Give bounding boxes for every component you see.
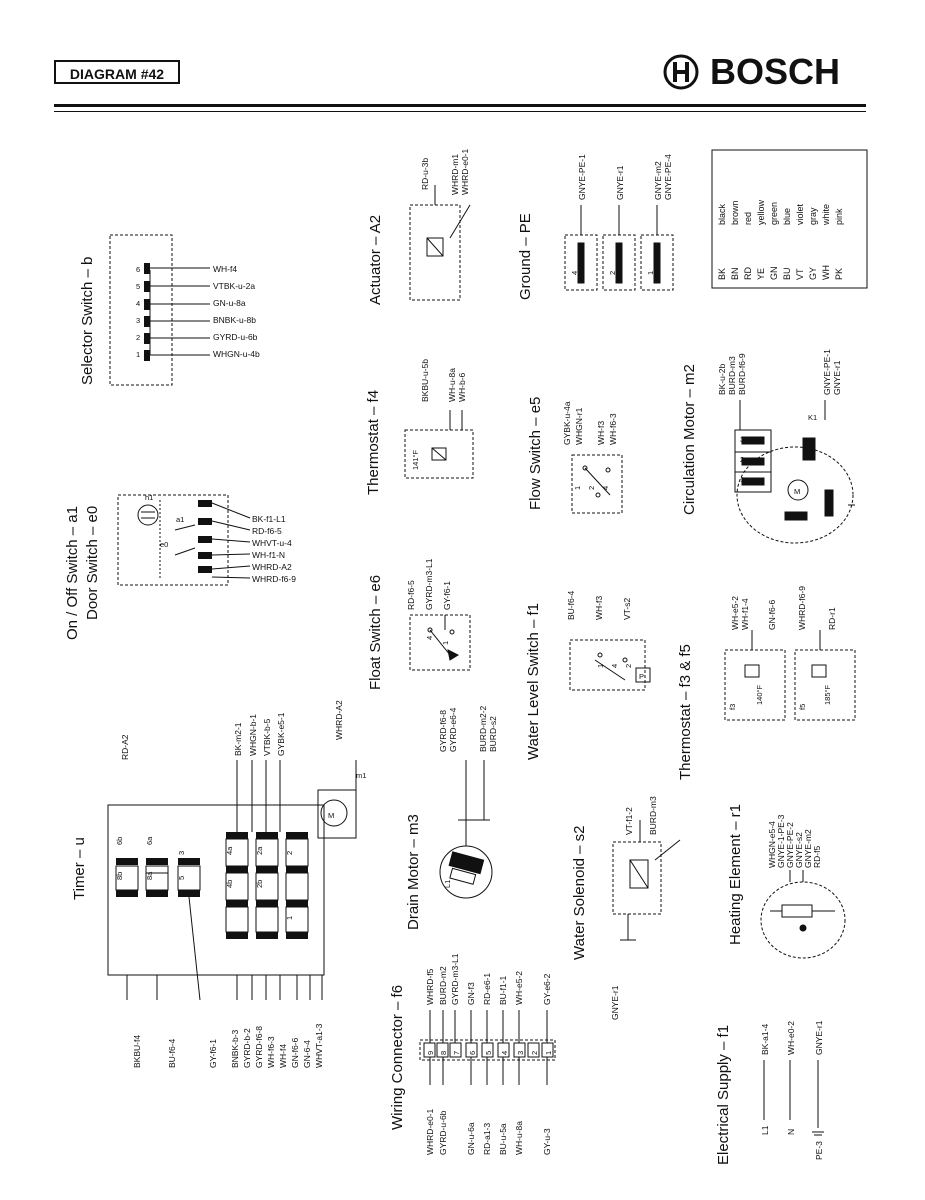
onoff-wire-label: BK-f1-L1	[252, 514, 286, 524]
timer-wire-label: RD-A2	[120, 734, 130, 760]
connector-left-wire: WHRD-e0-1	[425, 1108, 435, 1155]
timer-cam-label: 2b	[255, 879, 264, 888]
level-wire: WH-f3	[594, 595, 604, 620]
electrical-supply-title: Electrical Supply – f1	[715, 1024, 732, 1165]
h1-label: h1	[145, 493, 154, 502]
connector-left-wire: RD-a1-3	[482, 1122, 492, 1155]
circ-motor-pin: 1	[740, 475, 745, 484]
timer-motor-symbol: M	[328, 811, 335, 820]
onoff-wire-label: WH-f1-N	[252, 550, 286, 560]
circ-motor-wire: BK-u-2b	[717, 363, 727, 395]
connector-pin-number: 3	[516, 1050, 525, 1055]
float-wire: GY-f6-1	[442, 581, 452, 610]
solenoid-wire: GNYE-r1	[610, 985, 620, 1020]
legend-name: red	[743, 211, 753, 225]
float-switch-title: Float Switch – e6	[367, 574, 384, 690]
connector-right-wire: GYRD-m3-L1	[450, 953, 460, 1005]
ground-wire: GNYE-PE-4	[663, 154, 673, 200]
heating-wire: GNYE-1-PE-3	[776, 814, 786, 868]
circulation-motor-title: Circulation Motor – m2	[681, 364, 698, 515]
legend-code: BK	[717, 267, 727, 280]
ground-pe	[565, 205, 673, 290]
level-contact: 1	[596, 663, 605, 668]
timer-left-wire-label: GYRD-b-2	[242, 1028, 252, 1068]
brand-name: BOSCH	[710, 51, 841, 92]
timer-wire-label: GYBK-e5-1	[276, 712, 286, 756]
legend-name: black	[717, 203, 727, 225]
legend-name: violet	[795, 203, 805, 225]
thermostat-wire: WH-e5-2	[730, 595, 740, 630]
selector-contact-number: 6	[136, 265, 141, 274]
ground-wire: GNYE-m2	[653, 161, 663, 200]
timer-left-wire-label: BNBK-b-3	[230, 1029, 240, 1068]
heating-wire: GNYE-s2	[794, 832, 804, 868]
onoff-wire-label: WHRD-f6-9	[252, 574, 296, 584]
drain-motor-wire: GYRD-e6-4	[448, 707, 458, 752]
heating-wire: RD-f5	[812, 845, 822, 868]
float-contact: 1	[441, 640, 450, 645]
selector-wire-label: WH-f4	[213, 264, 238, 274]
legend-code: BN	[730, 267, 740, 280]
drain-motor-title: Drain Motor – m3	[405, 814, 422, 930]
diagram-number-badge: DIAGRAM #42	[54, 60, 180, 84]
timer-wire-label: WHGN-b-1	[248, 713, 258, 756]
selector-contact-number: 4	[136, 299, 141, 308]
level-pressure-symbol: P	[639, 672, 645, 681]
timer-left-wire-label: BU-f6-4	[167, 1038, 177, 1068]
actuator-wire: WHRD-e0-1	[460, 148, 470, 195]
supply-wire-label: WH-e0-2	[786, 1020, 796, 1055]
drain-motor-wire: GYRD-f6-8	[438, 709, 448, 752]
float-switch	[410, 615, 470, 670]
thermostat-wire: WHRD-f6-9	[797, 586, 807, 630]
drain-motor-wire: BURD-m2-2	[478, 705, 488, 752]
electrical-supply	[764, 1060, 824, 1135]
circ-motor-wire: BURD-m3	[727, 356, 737, 395]
selector-contact-number: 1	[136, 350, 141, 359]
drain-motor	[440, 760, 492, 898]
door-switch-title: Door Switch – e0	[84, 505, 101, 620]
selector-wire-label: VTBK-u-2a	[213, 281, 256, 291]
heating-wire: WHGN-e5-4	[767, 821, 777, 868]
water-solenoid-title: Water Solenoid – s2	[571, 825, 588, 960]
timer-left-wire-label: GYRD-f6-8	[254, 1025, 264, 1068]
timer-cam-label: 6a	[145, 836, 154, 845]
thermostat-wire: WH-f1-4	[740, 598, 750, 630]
k1-label: K1	[808, 413, 818, 422]
timer-cam-label: 6b	[115, 836, 124, 845]
timer-left-wire-label: BKBU-f4	[132, 1034, 142, 1068]
circ-motor-pin: 3	[740, 435, 745, 444]
level-contact: 2	[624, 663, 633, 668]
timer-cam-label: 8b	[115, 871, 124, 880]
timer-cam-label: 1	[285, 915, 294, 920]
thermostat-wire: RD-r1	[827, 607, 837, 630]
selector-contact-number: 2	[136, 333, 141, 342]
heating-wire: GNYE-PE-2	[785, 822, 795, 868]
circ-motor-wire: GNYE-PE-1	[822, 349, 832, 395]
timer-left-wire-label: WHVT-a1-3	[314, 1023, 324, 1068]
thermostat-f4-wire: WH-u-8a	[447, 367, 457, 402]
timer-cam-label: 4b	[225, 879, 234, 888]
timer-left-wire-label: GN-f6-6	[290, 1037, 300, 1068]
selector-wire-label: WHGN-u-4b	[213, 349, 260, 359]
ground-title: Ground – PE	[517, 213, 534, 300]
timer-cam-label: 3	[177, 850, 186, 855]
circ-motor-wire: GNYE-r1	[832, 360, 842, 395]
connector-right-wire: WHRD-f5	[425, 968, 435, 1005]
thermostat-f3-label: f3	[728, 703, 737, 710]
actuator	[410, 185, 470, 300]
legend-code: BU	[782, 267, 792, 280]
ground-pin: 2	[608, 270, 617, 275]
legend-code: PK	[834, 267, 844, 280]
flow-wire: WHGN-r1	[574, 407, 584, 445]
connector-pin-number: 7	[452, 1050, 461, 1055]
water-level-switch-title: Water Level Switch – f1	[525, 602, 542, 760]
drain-motor-wire: BURD-s2	[488, 716, 498, 752]
flow-contact: 1	[573, 485, 582, 490]
thermostat-f4-wire: WH-b-6	[457, 372, 467, 402]
circ-motor-symbol: M	[794, 487, 801, 496]
onoff-wire-label: WHRD-A2	[252, 562, 292, 572]
connector-pin-number: 2	[530, 1050, 539, 1055]
connector-right-wire: BURD-m2	[438, 966, 448, 1005]
circulation-motor	[735, 400, 855, 543]
timer-cam-label: 2a	[255, 846, 264, 855]
heating-element	[761, 870, 845, 958]
ground-pin: 4	[570, 270, 579, 275]
timer-cam-label: 8a	[145, 871, 154, 880]
supply-terminal-label: PE-3	[814, 1141, 824, 1160]
thermostat-wire: GN-f6-6	[767, 599, 777, 630]
supply-terminal-label: N	[786, 1128, 796, 1135]
drain-motor-l1: L1	[443, 879, 452, 888]
thermostat-f3-f5	[725, 630, 855, 720]
connector-left-wire: WH-u-8a	[514, 1120, 524, 1155]
selector-wire-label: GYRD-u-6b	[213, 332, 258, 342]
connector-right-wire: GN-f3	[466, 982, 476, 1005]
thermostat-f3-f5-title: Thermostat – f3 & f5	[677, 644, 694, 780]
connector-pin-number: 5	[484, 1050, 493, 1055]
thermostat-f4-temp: 141°F	[411, 449, 420, 470]
thermostat-temp-label: 185°F	[823, 684, 832, 705]
selector-contact-number: 5	[136, 282, 141, 291]
e0-label: e0	[160, 540, 169, 549]
timer-cam-label: 2	[285, 850, 294, 855]
connector-pin-number: 4	[500, 1050, 509, 1055]
ground-wire: GNYE-r1	[615, 165, 625, 200]
legend-name: yellow	[756, 199, 766, 225]
timer-left-wire-label: GY-f6-1	[208, 1039, 218, 1068]
onoff-door-switch	[118, 495, 250, 585]
timer-left-wire-label: GN-6-4	[302, 1040, 312, 1068]
connector-right-wire: BU-f1-1	[498, 975, 508, 1005]
heating-element-title: Heating Element – r1	[727, 804, 744, 945]
timer-wire-label: WHRD-A2	[334, 700, 344, 740]
flow-contact: 4	[601, 485, 610, 490]
connector-pin-number: 8	[439, 1050, 448, 1055]
float-contact: 4	[425, 635, 434, 640]
thermostat-f4-title: Thermostat – f4	[365, 389, 382, 495]
level-wire: VT-s2	[622, 597, 632, 620]
selector-contact-number: 3	[136, 316, 141, 325]
supply-wire-label: GNYE-r1	[814, 1020, 824, 1055]
float-wire: RD-f6-5	[406, 580, 416, 610]
connector-pin-number: 9	[426, 1050, 435, 1055]
selector-switch	[110, 235, 210, 385]
supply-terminal-label: L1	[760, 1125, 770, 1135]
timer-left-wire-label: WH-f6-3	[266, 1036, 276, 1068]
legend-name: blue	[782, 207, 792, 225]
connector-left-wire: BU-u-5a	[498, 1123, 508, 1155]
flow-switch	[572, 455, 622, 513]
onoff-switch-title: On / Off Switch – a1	[64, 506, 81, 640]
connector-left-wire: GN-u-6a	[466, 1122, 476, 1155]
thermostat-temp-label: 140°F	[755, 684, 764, 705]
thermostat-f4-wire: BKBU-u-5b	[420, 359, 430, 402]
a1-label: a1	[176, 515, 185, 524]
solenoid-wire: VT-f1-2	[624, 807, 634, 835]
wiring-connector-title: Wiring Connector – f6	[389, 984, 406, 1130]
flow-switch-title: Flow Switch – e5	[527, 396, 544, 510]
legend-name: green	[769, 201, 779, 225]
actuator-wire: WHRD-m1	[450, 153, 460, 195]
legend-name: pink	[834, 208, 844, 225]
connector-left-wire: GY-u-3	[542, 1128, 552, 1155]
connector-right-wire: RD-e6-1	[482, 972, 492, 1005]
onoff-wire-label: RD-f6-5	[252, 526, 282, 536]
connector-pin-number: 6	[468, 1050, 477, 1055]
selector-wire-label: BNBK-u-8b	[213, 315, 256, 325]
legend-name: brown	[730, 200, 740, 225]
wiring-connector	[420, 1010, 555, 1085]
flow-contact: 2	[587, 485, 596, 490]
timer-wire-label: BK-m2-1	[233, 722, 243, 756]
circ-motor-wire: BURD-f6-9	[737, 353, 747, 395]
circ-motor-pin: 2	[740, 455, 745, 464]
legend-name: gray	[808, 207, 818, 225]
heating-wire: GNYE-m2	[803, 829, 813, 868]
actuator-wire: RD-u-3b	[420, 157, 430, 190]
timer-motor-label: m1	[356, 771, 367, 780]
thermostat-f5-label: f5	[798, 703, 807, 710]
ground-pin: 1	[646, 270, 655, 275]
selector-switch-title: Selector Switch – b	[79, 256, 96, 385]
connector-pin-number: 1	[544, 1050, 553, 1055]
level-wire: BU-f6-4	[566, 590, 576, 620]
selector-wire-label: GN-u-8a	[213, 298, 246, 308]
supply-wire-label: BK-a1-4	[760, 1023, 770, 1055]
solenoid-wire: BURD-m3	[648, 796, 658, 835]
timer-left-wire-label: WH-f4	[278, 1043, 288, 1068]
actuator-title: Actuator – A2	[367, 214, 384, 305]
connector-right-wire: WH-e5-2	[514, 970, 524, 1005]
level-contact: 4	[610, 663, 619, 668]
legend-code: YE	[756, 267, 766, 280]
ground-wire: GNYE-PE-1	[577, 154, 587, 200]
flow-wire: WH-f3	[596, 420, 606, 445]
timer-cam-label: 5	[177, 875, 186, 880]
timer-cam-label: 4a	[225, 846, 234, 855]
timer-wire-label: VTBK-b-5	[262, 718, 272, 756]
float-wire: GYRD-m3-L1	[424, 558, 434, 610]
legend-code: VT	[795, 268, 805, 280]
connector-left-wire: GYRD-u-6b	[438, 1110, 448, 1155]
legend-code: GY	[808, 266, 818, 280]
flow-wire: GYBK-u-4a	[562, 401, 572, 445]
legend-name: white	[821, 203, 831, 225]
timer-title: Timer – u	[71, 837, 88, 900]
legend-code: GN	[769, 266, 779, 280]
connector-right-wire: GY-e6-2	[542, 973, 552, 1005]
flow-wire: WH-f6-3	[608, 413, 618, 445]
onoff-wire-label: WHVT-u-4	[252, 538, 292, 548]
water-solenoid	[613, 820, 680, 940]
legend-code: RD	[743, 267, 753, 280]
legend-code: WH	[821, 265, 831, 280]
